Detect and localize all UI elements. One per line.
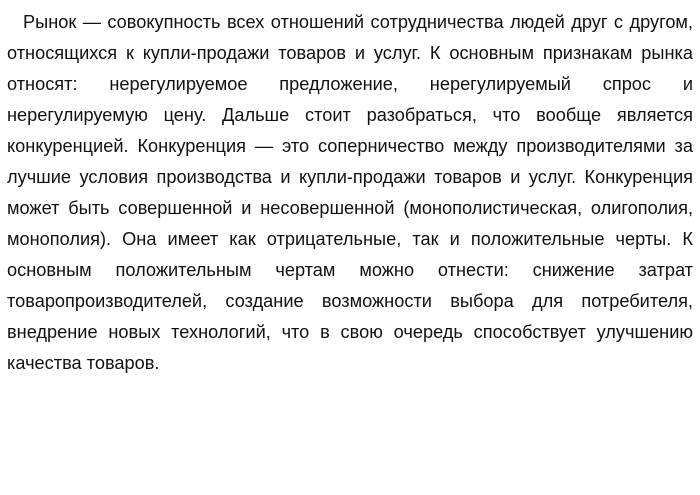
document-body <box>7 7 693 379</box>
body-paragraph: Рынок — совокупность всех отношений сотрудничества людей друг с другом, относящихся к купли-продажи товаров и услуг. К основным признакам рынка относят: нерегулируемое предложение, нерегулируемый спрос и нерегулируемую цену. Дальше стоит разобраться, что вообще является конкуренцией. Конкуренция — это соперничество между производителями за лучшие условия производства и купли-продажи товаров и услуг. Конкуренция может быть совершенной и несовершенной (монополистическая, олигополия, монополия). Она имеет как отрицательные, так и положительные черты. К основным положительным чертам можно отнести: снижение затрат товаропроизводителей, создание возможности выбора для потребителя, внедрение новых технологий, что в свою очередь способствует улучшению качества товаров. <box>7 12 693 373</box>
